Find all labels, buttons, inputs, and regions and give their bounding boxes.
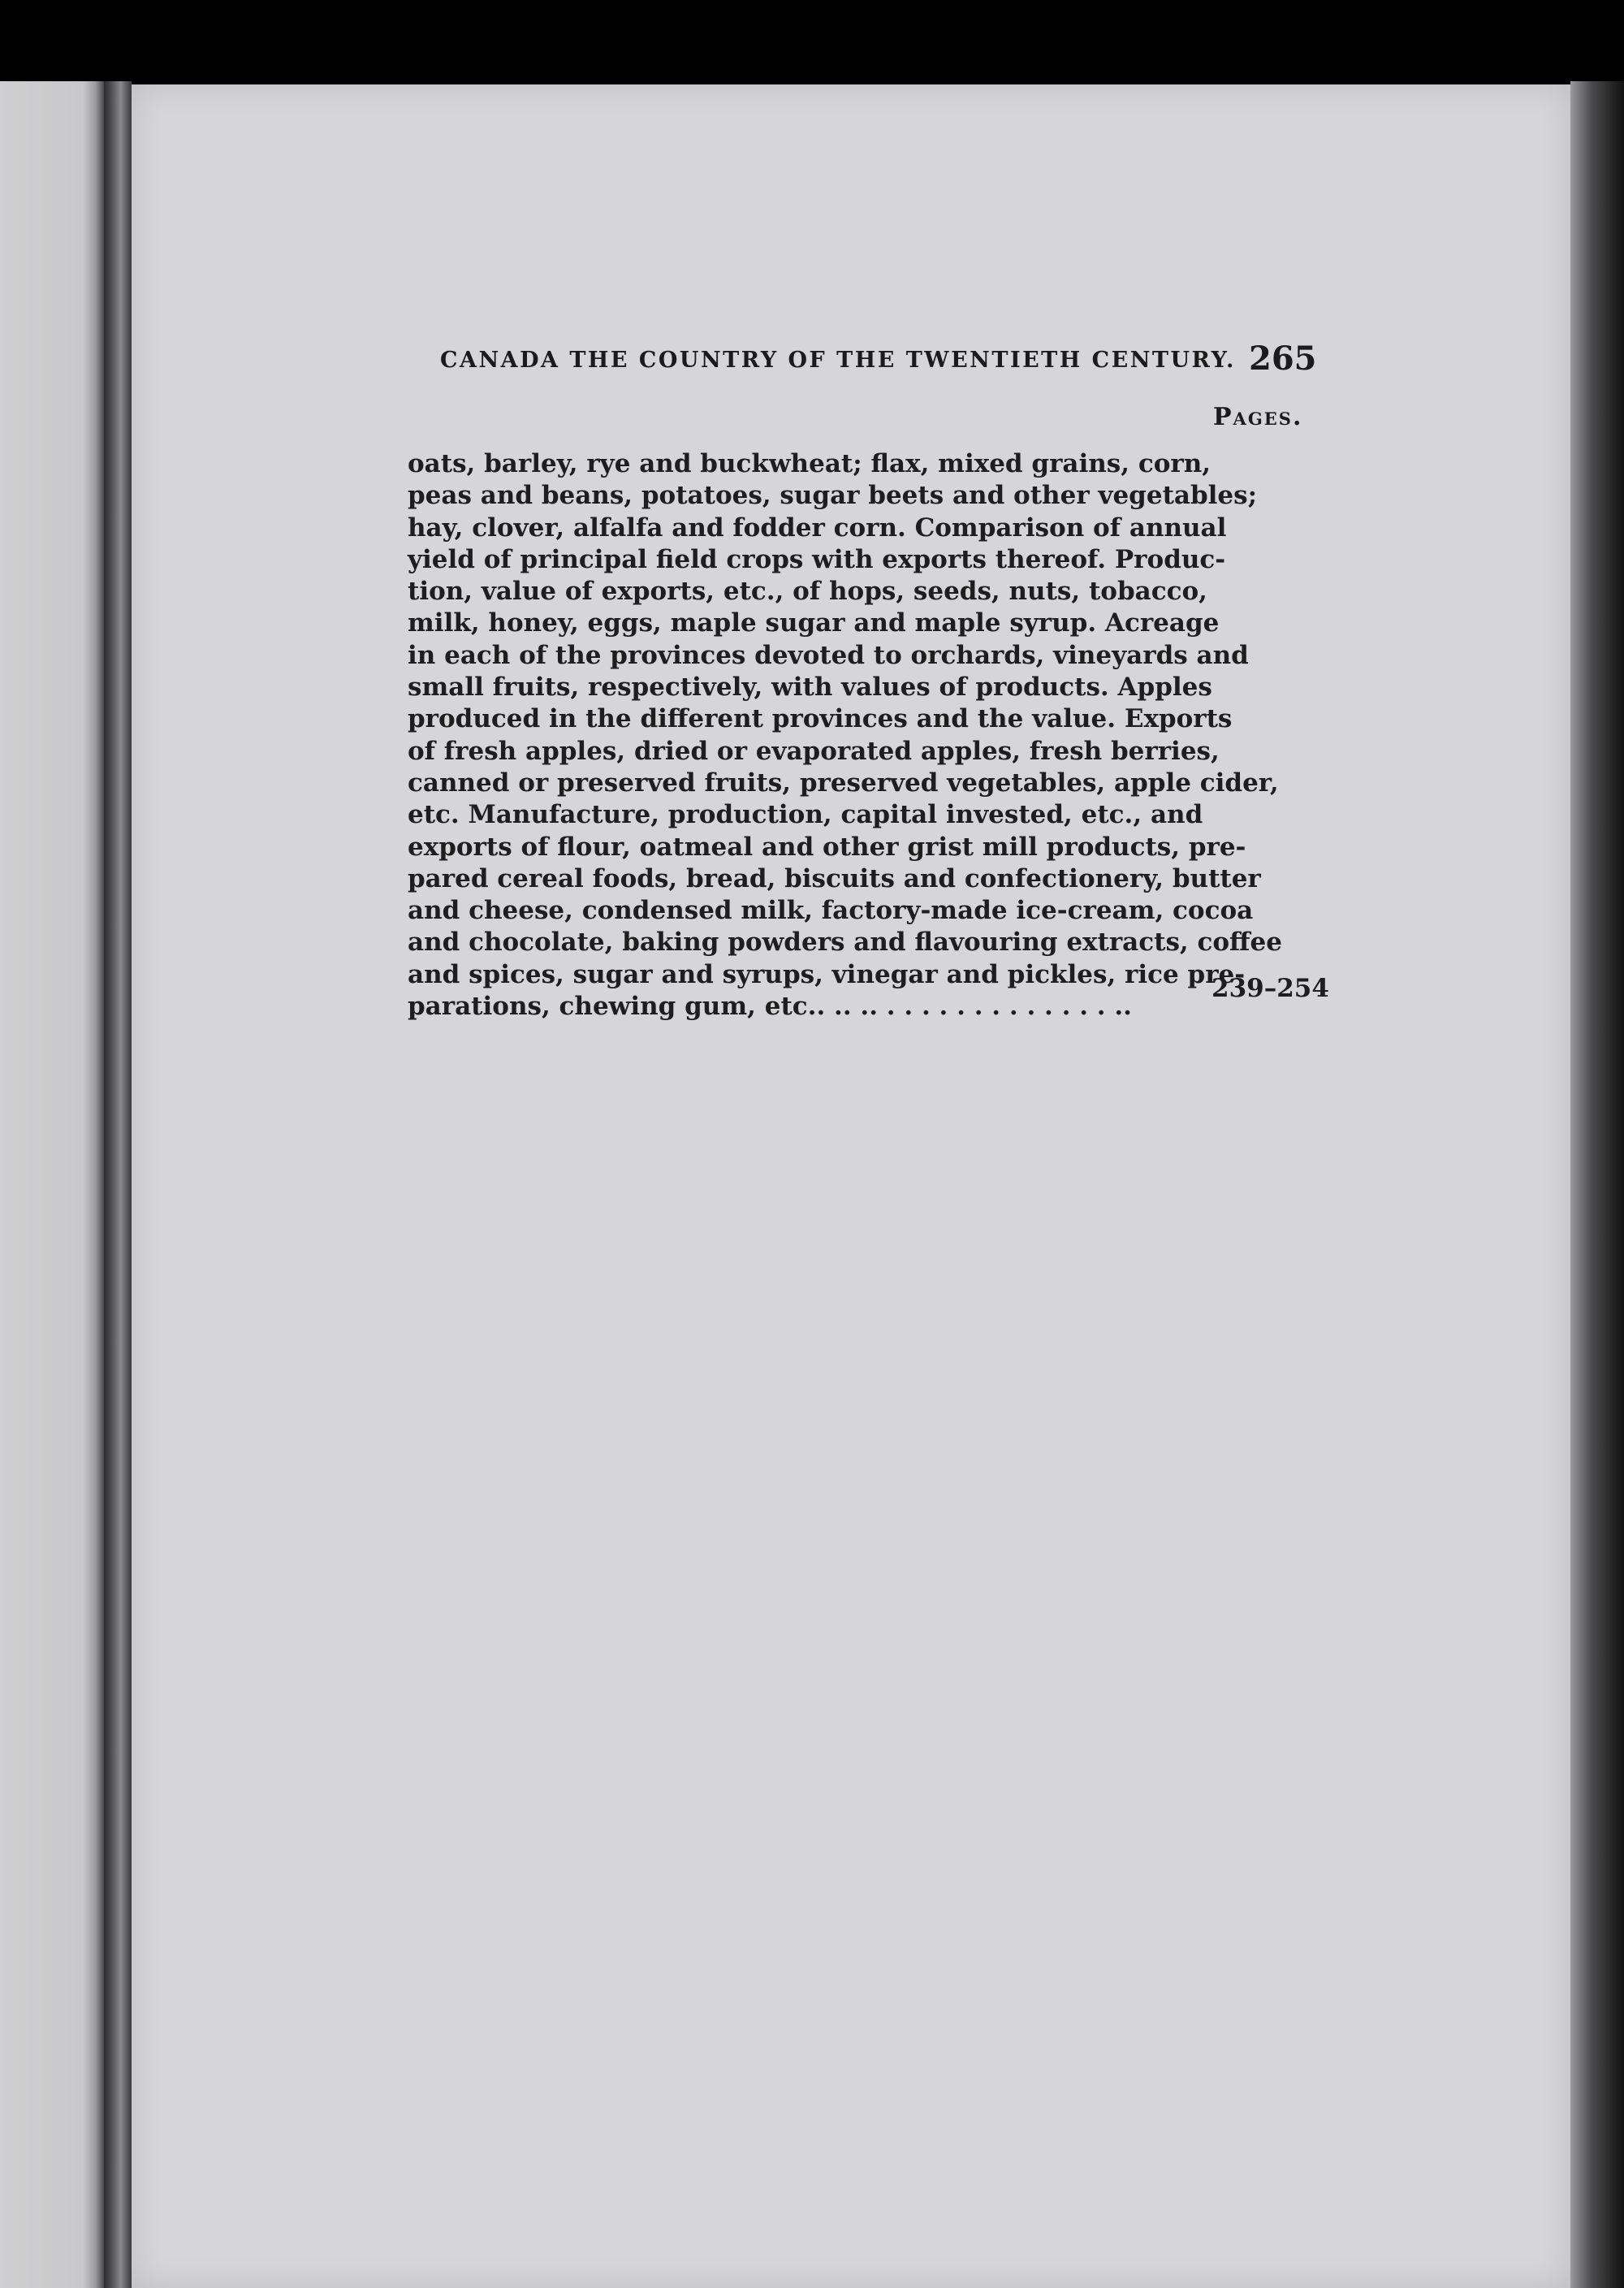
- text-line: oats, barley, rye and buckwheat; flax, mixed grains, corn,: [408, 449, 1212, 478]
- facing-page-edge: [0, 81, 104, 2288]
- text-line: etc. Manufacture, production, capital invested, etc., and: [408, 800, 1203, 830]
- book-gutter: [104, 81, 132, 2288]
- text-line: small fruits, respectively, with values of products. Apples: [408, 673, 1212, 703]
- text-line: tion, value of exports, etc., of hops, seeds, nuts, tobacco,: [408, 577, 1207, 607]
- text-line: peas and beans, potatoes, sugar beets and other vegetables;: [408, 481, 1258, 511]
- text-line: and cheese, condensed milk, factory-made ice-cream, cocoa: [408, 896, 1254, 926]
- text-line: produced in the different provinces and the value. Exports: [408, 704, 1233, 734]
- text-line: pared cereal foods, bread, biscuits and confectionery, butter: [408, 863, 1261, 893]
- text-line: and spices, sugar and syrups, vinegar and pickles, rice pre-: [408, 959, 1246, 989]
- text-line: of fresh apples, dried or evaporated apples, fresh berries,: [408, 736, 1220, 766]
- running-head: CANADA THE COUNTRY OF THE TWENTIETH CENTURY.: [440, 348, 1236, 373]
- text-line: canned or preserved fruits, preserved vegetables, apple cider,: [408, 768, 1279, 798]
- text-line: and chocolate, baking powders and flavouring extracts, coffee: [408, 928, 1282, 958]
- text-line: exports of flour, oatmeal and other grist mill products, pre-: [408, 832, 1246, 862]
- page: [132, 84, 1570, 2288]
- text-line: milk, honey, eggs, maple sugar and maple syrup. Acreage: [408, 608, 1220, 638]
- text-line: hay, clover, alfalfa and fodder corn. Comparison of annual: [408, 513, 1227, 543]
- pages-column-header: Pages.: [1213, 403, 1303, 431]
- text-line: in each of the provinces devoted to orchards, vineyards and: [408, 640, 1249, 670]
- text-line: yield of principal field crops with exports thereof. Produc-: [408, 544, 1226, 574]
- page-number: 265: [1249, 340, 1317, 378]
- text-line-leader: parations, chewing gum, etc.. .. .. . . . . . . . . . . . . . ..: [408, 992, 1132, 1022]
- page-range-reference: 239–254: [1212, 974, 1329, 1003]
- page-right-edge: [1570, 81, 1624, 2288]
